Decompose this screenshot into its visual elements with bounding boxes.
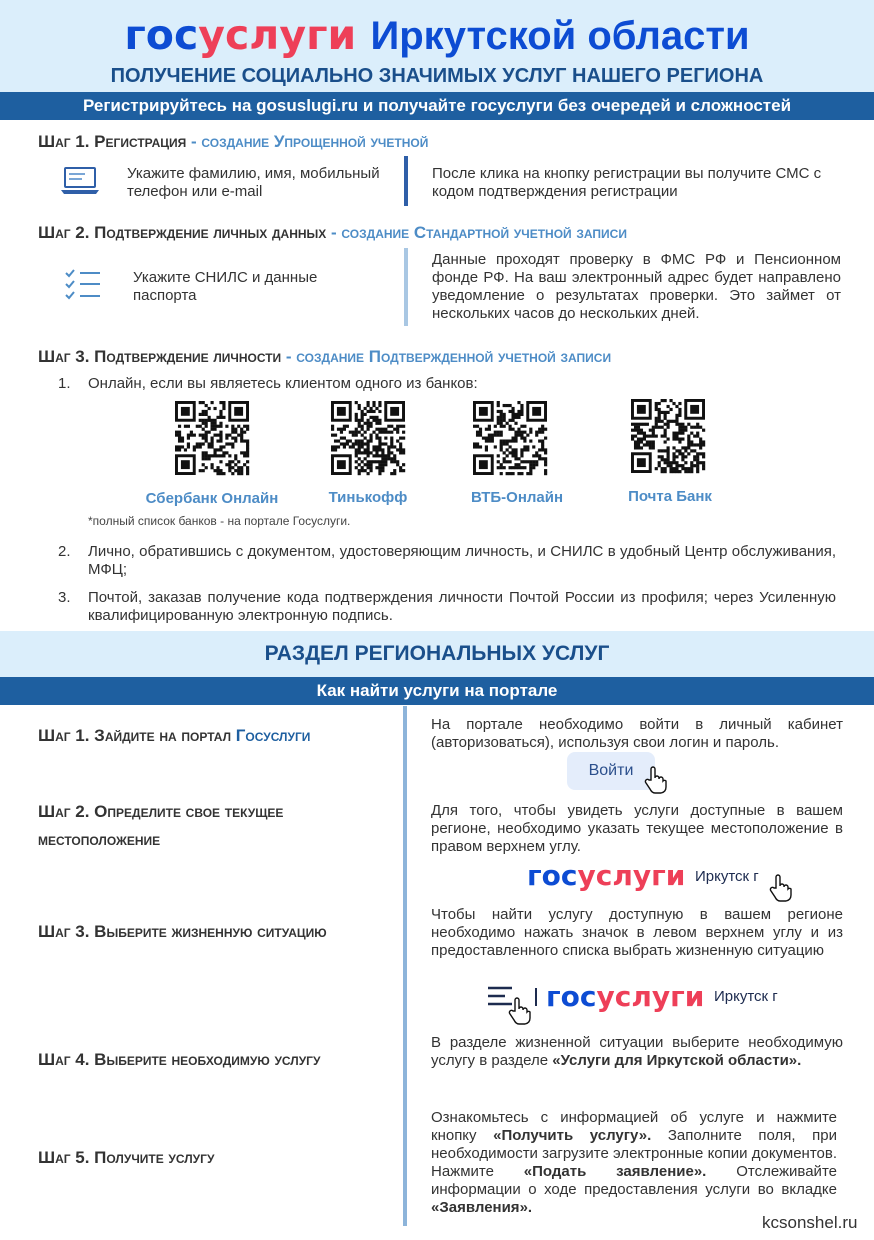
checklist-icon [64, 268, 102, 302]
laptop-icon [60, 165, 100, 197]
list-number: 3. [58, 589, 71, 606]
page-title [0, 8, 874, 63]
footnote: *полный список банков - на портале Госуслуги. [88, 514, 351, 528]
reg-step3-item2: Лично, обратившись с документом, удостоверяющим личность, и СНИЛС в удобный Центр обслуживания, МФЦ; [88, 543, 836, 578]
regional-step5-heading: Шаг 5. Получите услугу [38, 1148, 215, 1167]
hand-cursor-icon [769, 874, 793, 902]
bank-sberbank[interactable]: Сбербанк Онлайн [145, 490, 279, 507]
reg-step2-heading: Шаг 2. Подтверждение личных данных - создание Стандартной учетной записи [38, 223, 627, 242]
bank-pochta[interactable]: Почта Банк [628, 488, 712, 505]
qr-pochta[interactable] [631, 399, 705, 473]
regional-step4-text: В разделе жизненной ситуации выберите необходимую услугу в разделе «Услуги для Иркутской области». [431, 1034, 843, 1069]
reg-step3-item1: Онлайн, если вы являетесь клиентом одного из банков: [88, 375, 478, 392]
hand-cursor-icon [508, 997, 532, 1025]
regional-step1-heading: Шаг 1. Зайдите на портал Госуслуги [38, 726, 311, 745]
city-selector[interactable]: Иркутск г [695, 868, 759, 885]
divider [403, 706, 407, 1226]
qr-sberbank[interactable] [175, 401, 249, 475]
watermark: kcsonshel.ru [762, 1213, 858, 1232]
reg-step2-right-text: Данные проходят проверку в ФМС РФ и Пенсионном фонде РФ. На ваш электронный адрес будет направлено уведомление о результатах проверки. Это займет от нескольких часов до нескольких дней. [432, 251, 841, 322]
qr-vtb[interactable] [473, 401, 547, 475]
regional-step2-text: Для того, чтобы увидеть услуги доступные в вашем регионе, необходимо указать текущее местоположение в правом верхнем углу. [431, 802, 843, 855]
city-selector[interactable]: Иркутск г [714, 988, 778, 1005]
logo-uslugi: услуги [198, 11, 357, 59]
reg-step1-heading: Шаг 1. Регистрация - создание Упрощенной учетной [38, 132, 429, 151]
registration-banner: Регистрируйтесь на gosuslugi.ru и получайте госуслуги без очередей и сложностей [0, 92, 874, 120]
reg-step2-left-text: Укажите СНИЛС и данные паспорта [133, 269, 318, 304]
divider [404, 156, 408, 206]
qr-tinkoff[interactable] [331, 401, 405, 475]
regional-step2-heading: Шаг 2. Определите свое текущее местоположение [38, 802, 284, 849]
reg-step1-right-text: После клика на кнопку регистрации вы получите СМС с кодом подтверждения регистрации [432, 165, 822, 200]
gosuslugi-logo: госуслуги [546, 980, 705, 1013]
reg-step3-heading: Шаг 3. Подтверждение личности - создание Подтвержденной учетной записи [38, 347, 612, 366]
regional-step1-text: На портале необходимо войти в личный кабинет (авторизоваться), используя свои логин и пароль. [431, 716, 843, 751]
reg-step1-left-text: Укажите фамилию, имя, мобильный телефон или e-mail [127, 165, 380, 200]
divider [535, 988, 537, 1006]
regional-title: РАЗДЕЛ РЕГИОНАЛЬНЫХ УСЛУГ [264, 642, 610, 665]
regional-step4-heading: Шаг 4. Выберите необходимую услугу [38, 1050, 321, 1069]
regional-step5-text: Ознакомьтесь с информацией об услуге и нажмите кнопку «Получить услугу». Заполните поля, при необходимости загрузите электронные копии документов. Нажмите «Подать заявление». Отслеживайте информации о ходе предоставления услуги во вкладке «Заявления». [431, 1109, 837, 1216]
regional-step3-heading: Шаг 3. Выберите жизненную ситуацию [38, 922, 327, 941]
login-button[interactable]: Войти [567, 752, 655, 790]
divider [404, 248, 408, 326]
list-number: 1. [58, 375, 71, 392]
list-number: 2. [58, 543, 71, 560]
hand-cursor-icon [644, 766, 668, 794]
region-name: Иркутской области [370, 14, 750, 58]
regional-step3-text: Чтобы найти услугу доступную в вашем регионе необходимо нажать значок в левом верхнем углу и из предоставленного списка выбрать жизненную ситуацию [431, 906, 843, 959]
subtitle: ПОЛУЧЕНИЕ СОЦИАЛЬНО ЗНАЧИМЫХ УСЛУГ НАШЕГО РЕГИОНА [110, 65, 764, 87]
gosuslugi-logo: госуслуги [527, 859, 686, 892]
bank-vtb[interactable]: ВТБ-Онлайн [470, 489, 564, 506]
bank-tinkoff[interactable]: Тинькофф [328, 489, 408, 506]
logo-gos: гос [124, 11, 199, 59]
reg-step3-item3: Почтой, заказав получение кода подтверждения личности Почтой России из профиля; через Усиленную квалифицированную электронную подпись. [88, 589, 836, 624]
regional-banner: Как найти услуги на портале [0, 677, 874, 705]
